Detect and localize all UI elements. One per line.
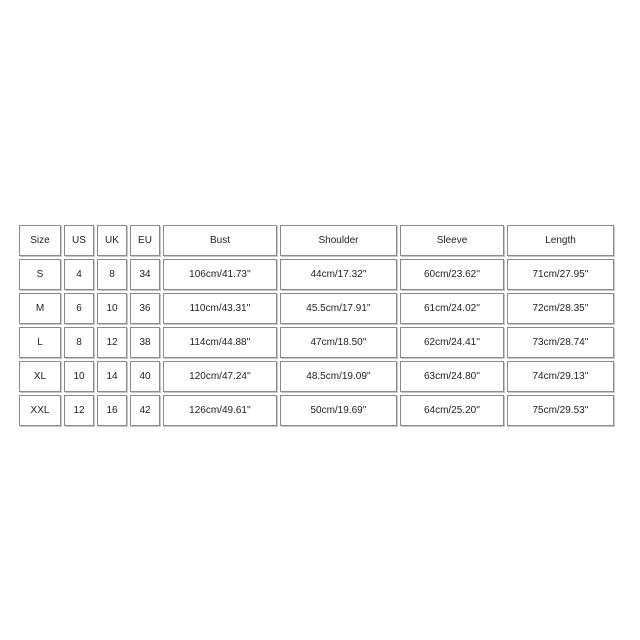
cell-shoulder: 50cm/19.69'': [280, 395, 397, 426]
cell-bust: 120cm/47.24'': [163, 361, 277, 392]
cell-shoulder: 48.5cm/19.09'': [280, 361, 397, 392]
table-row: [19, 395, 614, 426]
cell-sleeve: 63cm/24.80'': [400, 361, 504, 392]
cell-shoulder: 45.5cm/17.91'': [280, 293, 397, 324]
cell-us: 6: [64, 293, 94, 324]
header-bust: Bust: [163, 225, 277, 256]
header-size: Size: [19, 225, 61, 256]
cell-us: 12: [64, 395, 94, 426]
header-shoulder: Shoulder: [280, 225, 397, 256]
cell-size: XXL: [19, 395, 61, 426]
cell-us: 10: [64, 361, 94, 392]
cell-uk: 12: [97, 327, 127, 358]
cell-length: 72cm/28.35'': [507, 293, 614, 324]
cell-shoulder: 44cm/17.32'': [280, 259, 397, 290]
table-row: [19, 259, 614, 290]
cell-eu: 38: [130, 327, 160, 358]
cell-length: 71cm/27.95'': [507, 259, 614, 290]
header-us: US: [64, 225, 94, 256]
table-row: [19, 361, 614, 392]
table-row: [19, 293, 614, 324]
cell-uk: 8: [97, 259, 127, 290]
cell-sleeve: 62cm/24.41'': [400, 327, 504, 358]
cell-eu: 36: [130, 293, 160, 324]
cell-size: S: [19, 259, 61, 290]
cell-size: M: [19, 293, 61, 324]
cell-bust: 106cm/41.73'': [163, 259, 277, 290]
size-chart-table: [16, 222, 617, 429]
cell-length: 75cm/29.53'': [507, 395, 614, 426]
cell-bust: 126cm/49.61'': [163, 395, 277, 426]
cell-us: 4: [64, 259, 94, 290]
cell-size: L: [19, 327, 61, 358]
cell-bust: 110cm/43.31'': [163, 293, 277, 324]
header-uk: UK: [97, 225, 127, 256]
header-row: [19, 225, 614, 256]
cell-sleeve: 60cm/23.62'': [400, 259, 504, 290]
cell-size: XL: [19, 361, 61, 392]
cell-length: 74cm/29.13'': [507, 361, 614, 392]
cell-uk: 10: [97, 293, 127, 324]
cell-bust: 114cm/44.88'': [163, 327, 277, 358]
cell-length: 73cm/28.74'': [507, 327, 614, 358]
header-eu: EU: [130, 225, 160, 256]
cell-uk: 16: [97, 395, 127, 426]
header-length: Length: [507, 225, 614, 256]
cell-sleeve: 61cm/24.02'': [400, 293, 504, 324]
cell-shoulder: 47cm/18.50'': [280, 327, 397, 358]
cell-eu: 42: [130, 395, 160, 426]
cell-eu: 40: [130, 361, 160, 392]
cell-us: 8: [64, 327, 94, 358]
cell-eu: 34: [130, 259, 160, 290]
header-sleeve: Sleeve: [400, 225, 504, 256]
cell-uk: 14: [97, 361, 127, 392]
cell-sleeve: 64cm/25.20'': [400, 395, 504, 426]
table-row: [19, 327, 614, 358]
